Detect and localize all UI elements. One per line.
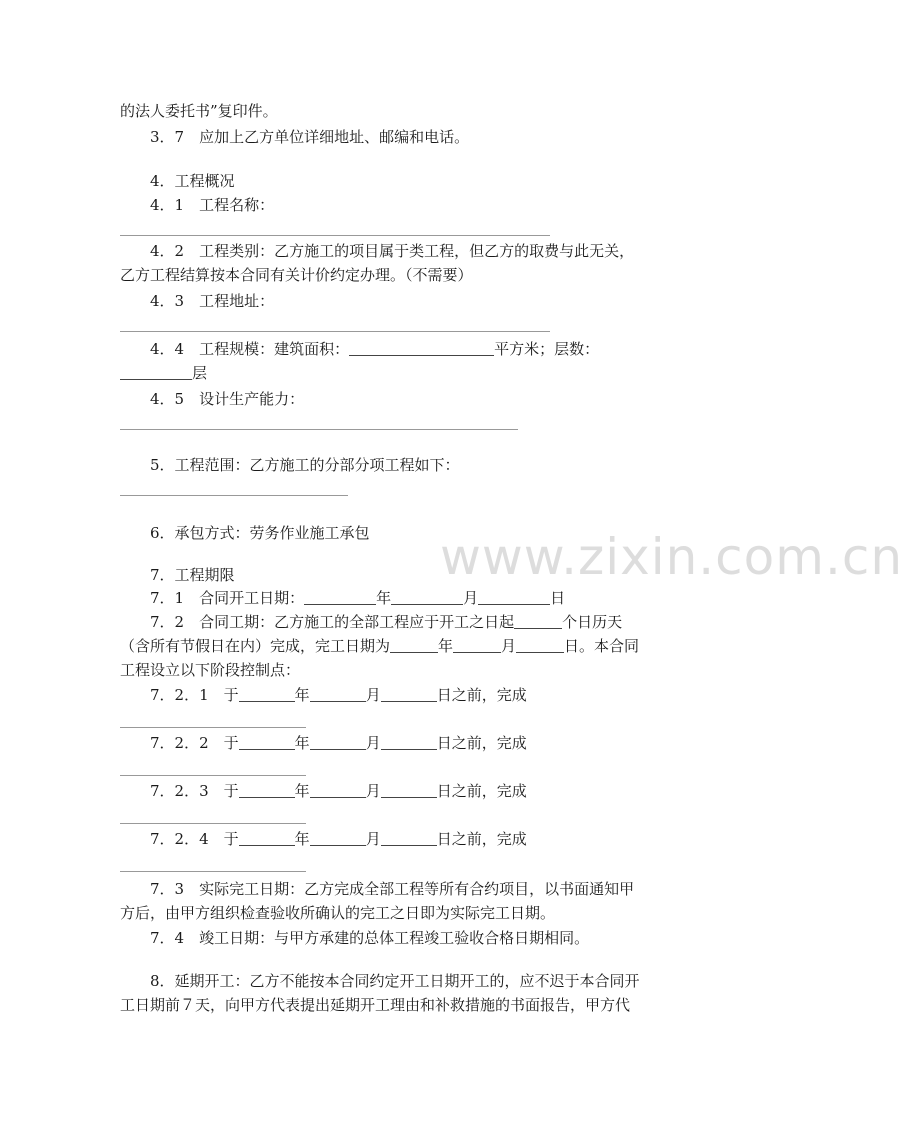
blank (239, 685, 295, 702)
blank (453, 636, 501, 653)
label: 日之前，完成 (436, 830, 527, 848)
label: 月 (365, 734, 381, 752)
text-line (120, 362, 207, 384)
blank (381, 685, 437, 702)
label: （含所有节假日在内）完成，完工日期为 (120, 637, 391, 655)
label: 于 (223, 830, 239, 848)
label: 7．2．3 (150, 782, 209, 800)
blank (349, 339, 494, 356)
text-line: 工程设立以下阶段控制点： (120, 661, 301, 679)
label: 年 (294, 830, 310, 848)
blank (391, 588, 463, 605)
label: 日之前，完成 (436, 782, 527, 800)
watermark: www.zixin.com.cn (440, 528, 903, 586)
blank (381, 733, 437, 750)
heading-8: 8．延期开工：乙方不能按本合同约定开工日期开工的，应不迟于本合同开 (150, 972, 640, 990)
label: 日之前，完成 (436, 686, 527, 704)
text-line: 方后，由甲方组织检查验收所确认的完工之日即为实际完工日期。 (120, 904, 556, 922)
label: 层 (192, 364, 208, 382)
clause-4-5: 4．5 设计生产能力： (150, 390, 305, 408)
label: 7．2．2 (150, 734, 209, 752)
label: 7．2．1 (150, 686, 209, 704)
blank (239, 781, 295, 798)
label: 年 (294, 734, 310, 752)
fill-line (120, 429, 518, 430)
label: 年 (294, 782, 310, 800)
blank (239, 733, 295, 750)
blank (478, 588, 550, 605)
clause-7-3: 7．3 实际完工日期：乙方完成全部工程等所有合约项目，以书面通知甲 (150, 880, 635, 898)
label: 4．4 工程规模：建筑面积： (150, 340, 350, 358)
label: 月 (365, 830, 381, 848)
clause-7-1 (150, 587, 565, 609)
clause-4-2: 4．2 工程类别：乙方施工的项目属于类工程，但乙方的取费与此无关， (150, 242, 635, 260)
blank (310, 781, 366, 798)
text-line: 工日期前７天，向甲方代表提出延期开工理由和补救措施的书面报告，甲方代 (120, 996, 631, 1014)
label: 日 (550, 589, 566, 607)
blank (390, 636, 438, 653)
blank (310, 685, 366, 702)
label: 7．2．4 (150, 830, 209, 848)
fill-line (120, 331, 550, 332)
label: 于 (223, 782, 239, 800)
clause-7-2 (150, 611, 622, 633)
heading-4: 4．工程概况 (150, 172, 235, 190)
label: 日。本合同 (564, 637, 640, 655)
text-line: 的法人委托书”复印件。 (120, 102, 278, 120)
clause-4-4 (150, 338, 599, 360)
blank (239, 829, 295, 846)
label: 日之前，完成 (436, 734, 527, 752)
blank (304, 588, 376, 605)
fill-line (120, 727, 306, 728)
heading-5: 5．工程范围：乙方施工的分部分项工程如下： (150, 456, 460, 474)
blank (381, 829, 437, 846)
blank (514, 612, 562, 629)
fill-line (120, 871, 306, 872)
label: 个日历天 (562, 613, 623, 631)
label: 7．1 合同开工日期： (150, 589, 305, 607)
label: 月 (463, 589, 479, 607)
milestone-7-2-3 (150, 780, 527, 802)
fill-line (120, 775, 306, 776)
milestone-7-2-1 (150, 684, 527, 706)
blank (516, 636, 564, 653)
fill-line (120, 823, 306, 824)
label: 年 (438, 637, 454, 655)
fill-line (120, 235, 550, 236)
label: 于 (223, 686, 239, 704)
clause-4-1: 4．1 工程名称： (150, 196, 275, 214)
blank (120, 363, 192, 380)
label: 于 (223, 734, 239, 752)
label: 月 (365, 686, 381, 704)
milestone-7-2-2 (150, 732, 527, 754)
label: 年 (376, 589, 392, 607)
text-line: 乙方工程结算按本合同有关计价约定办理。（不需要） (120, 266, 473, 284)
clause-3-7: 3．7 应加上乙方单位详细地址、邮编和电话。 (150, 128, 470, 146)
heading-6: 6．承包方式：劳务作业施工承包 (150, 524, 370, 542)
blank (381, 781, 437, 798)
blank (310, 829, 366, 846)
label: 7．2 合同工期：乙方施工的全部工程应于开工之日起 (150, 613, 515, 631)
fill-line (120, 495, 348, 496)
heading-7: 7．工程期限 (150, 566, 235, 584)
label: 月 (501, 637, 517, 655)
milestone-7-2-4 (150, 828, 527, 850)
label: 平方米；层数： (494, 340, 600, 358)
clause-4-3: 4．3 工程地址： (150, 292, 275, 310)
label: 年 (294, 686, 310, 704)
clause-7-4: 7．4 竣工日期：与甲方承建的总体工程竣工验收合格日期相同。 (150, 929, 590, 947)
blank (310, 733, 366, 750)
text-line (120, 635, 639, 657)
label: 月 (365, 782, 381, 800)
